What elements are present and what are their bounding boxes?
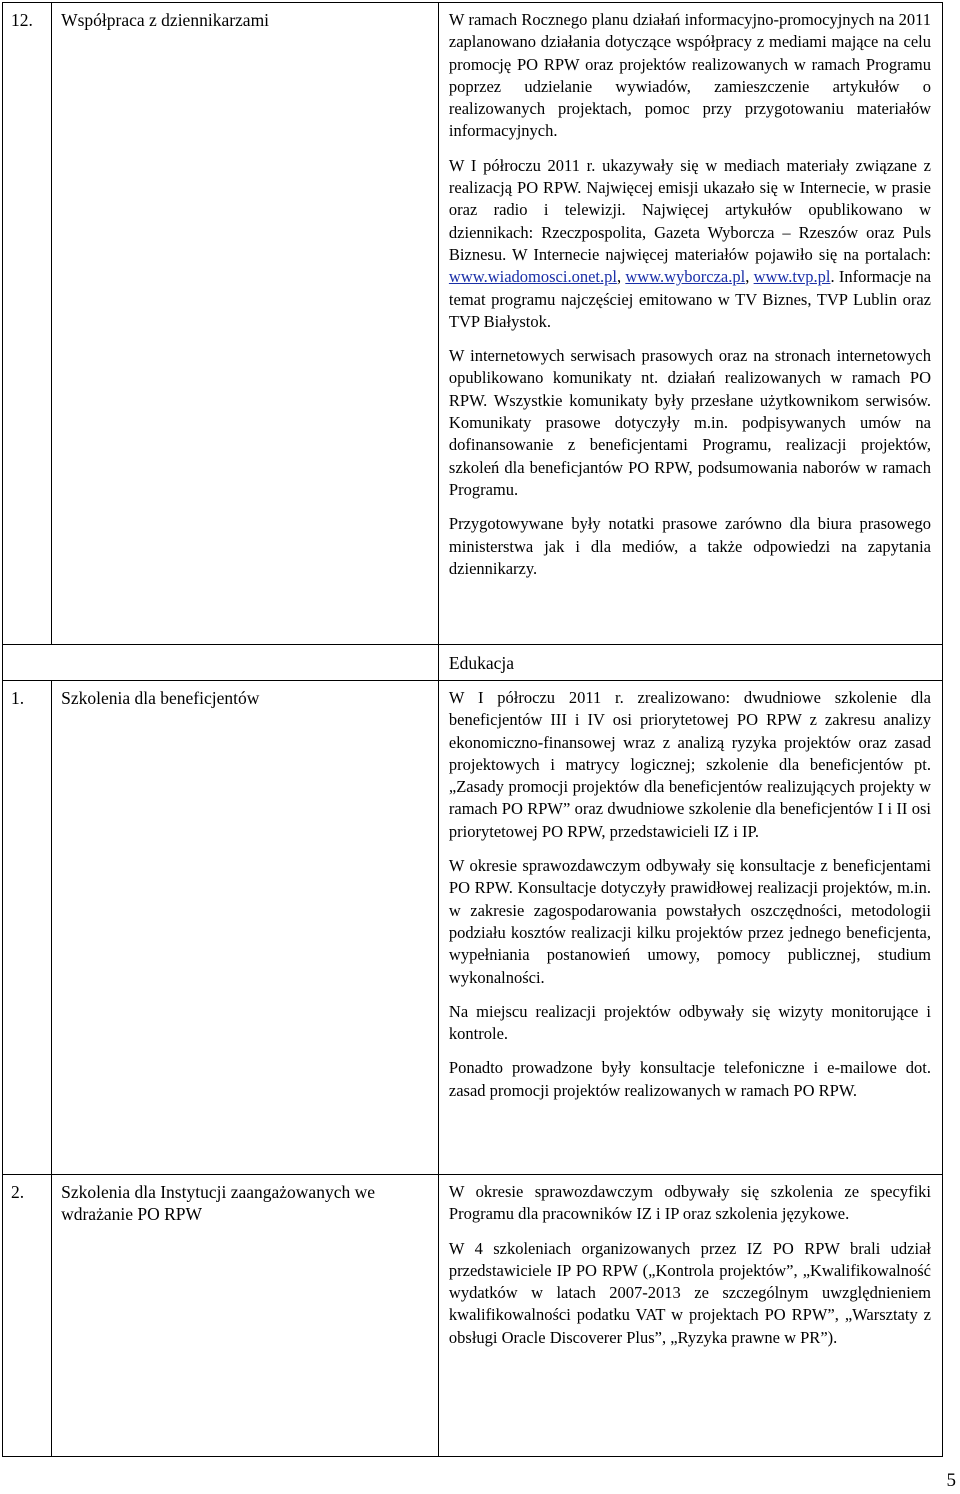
row-number: 2. — [3, 1175, 52, 1457]
paragraph-text: W I półroczu 2011 r. ukazywały się w mediach materiały związane z realizacją PO RPW. Najwięcej emisji ukazało się w Internecie, w prasie oraz radio i telewizji. Najwięcej artykułów opublikowano w dziennikach: Rzeczpospolita, Gazeta Wyborcza – Rzeszów oraz Puls Biznesu. W Internecie najwięcej materiałów pojawiło się na portalach: — [448, 155, 931, 264]
link-tvp[interactable]: www.tvp.pl — [753, 267, 831, 287]
link-wyborcza[interactable]: www.wyborcza.pl — [625, 267, 746, 287]
document-table — [2, 2, 943, 1457]
page-number: 5 — [946, 1470, 956, 1491]
table-row-12 — [3, 3, 943, 645]
row-content — [438, 681, 942, 1175]
paragraph: W internetowych serwisach prasowych oraz na stronach internetowych opublikowano komunikaty nt. działań realizowanych w ramach PO RPW. Wszystkie komunikaty były przesłane użytkownikom serwisów. Komunikaty prasowe dotyczyły m.in. podpisywanych umów na dofinansowanie z beneficjentami Programu, realizacji projektów, szkoleń dla beneficjantów PO RPW, podsumowania naborów w ramach Programu. — [448, 346, 931, 499]
paragraph: W I półroczu 2011 r. zrealizowano: dwudniowe szkolenie dla beneficjentów III i IV osi priorytetowej PO RPW z zakresu analizy ekonomiczno-finansowej wraz z analizą ryzyka projektów oraz zasad projektowych i matrycy logicznej; szkolenie dla beneficjentów pt. „Zasady promocji projektów dla beneficjentów realizujących projekty w ramach PO RPW” oraz dwudniowe szkolenie dla beneficjentów I i II osi priorytetowej PO RPW, przedstawicieli IZ i IP. — [448, 688, 931, 841]
section-cell — [438, 645, 942, 681]
paragraph: Na miejscu realizacji projektów odbywały się wizyty monitorujące i kontrole. — [448, 1001, 931, 1044]
table-row-2 — [3, 1175, 943, 1457]
paragraph: Ponadto prowadzone były konsultacje telefoniczne i e-mailowe dot. zasad promocji projektów realizowanych w ramach PO RPW. — [448, 1058, 931, 1100]
row-content — [438, 1175, 942, 1457]
row-content — [438, 3, 942, 645]
paragraph: W I półroczu 2011 r. ukazywały się w mediach materiały związane z realizacją PO RPW. Najwięcej emisji ukazało się w Internecie, w prasie oraz radio i telewizji. Najwięcej artykułów opublikowano w dziennikach: Rzeczpospolita, Gazeta Wyborcza – Rzeszów oraz Puls Biznesu. W Internecie najwięcej materiałów pojawiło się na portalach: www.wiadomosci.onet.pl, www.wyborcza.pl, www.tvp.pl. Informacje na temat programu najczęściej emitowano w TV Biznes, TVP Lublin oraz TVP Białystok. — [448, 155, 932, 331]
section-spacer — [3, 645, 439, 681]
paragraph: W okresie sprawozdawczym odbywały się szkolenia ze specyfiki Programu dla pracowników IZ i IP oraz szkolenia językowe. — [448, 1182, 931, 1224]
row-title: Szkolenia dla beneficjentów — [52, 681, 439, 1175]
paragraph: W 4 szkoleniach organizowanych przez IZ PO RPW brali udział przedstawiciele IP PO RPW („Kontrola projektów”, „Kwalifikowalność wydatków w latach 2007-2013 ze szczególnym uwzględnieniem kwalifikowalności podatku VAT w projektach PO RPW”, „Warsztaty z obsługi Oracle Discoverer Plus”, „Ryzyka prawne w PR”). — [448, 1238, 931, 1347]
table-row-1 — [3, 681, 943, 1175]
paragraph: W okresie sprawozdawczym odbywały się konsultacje z beneficjentami PO RPW. Konsultacje dotyczyły prawidłowej realizacji projektów, m.in. w zakresie zagospodarowania powstałych oszczędności, metodologii podziału kosztów realizacji kilku projektów przez jednego beneficjenta, wypełniania postanowień umowy, pomocy publicznej, studium wykonalności. — [448, 856, 931, 987]
link-onet[interactable]: www.wiadomosci.onet.pl — [448, 267, 617, 287]
section-row — [3, 645, 943, 681]
section-heading: Edukacja — [448, 653, 515, 673]
row-title: Szkolenia dla Instytucji zaangażowanych we wdrażanie PO RPW — [52, 1175, 439, 1457]
row-number: 1. — [3, 681, 52, 1175]
row-number: 12. — [3, 3, 52, 645]
paragraph: Przygotowywane były notatki prasowe zarówno dla biura prasowego ministerstwa jak i dla mediów, a także odpowiedzi na zapytania dziennikarzy. — [448, 514, 931, 578]
paragraph-text: Informacje na temat programu najczęściej emitowano w TV Biznes, TVP Lublin oraz TVP Białystok. — [448, 267, 932, 331]
paragraph: W ramach Rocznego planu działań informacyjno-promocyjnych na 2011 zaplanowano działania dotyczące współpracy z mediami mające na celu promocję PO RPW oraz projektów realizowanych w ramach Programu poprzez udzielanie wywiadów, zamieszczenie artykułów o realizowanych projektach, pomoc przy przygotowaniu materiałów informacyjnych. — [448, 10, 931, 141]
row-title: Współpraca z dziennikarzami — [52, 3, 439, 645]
